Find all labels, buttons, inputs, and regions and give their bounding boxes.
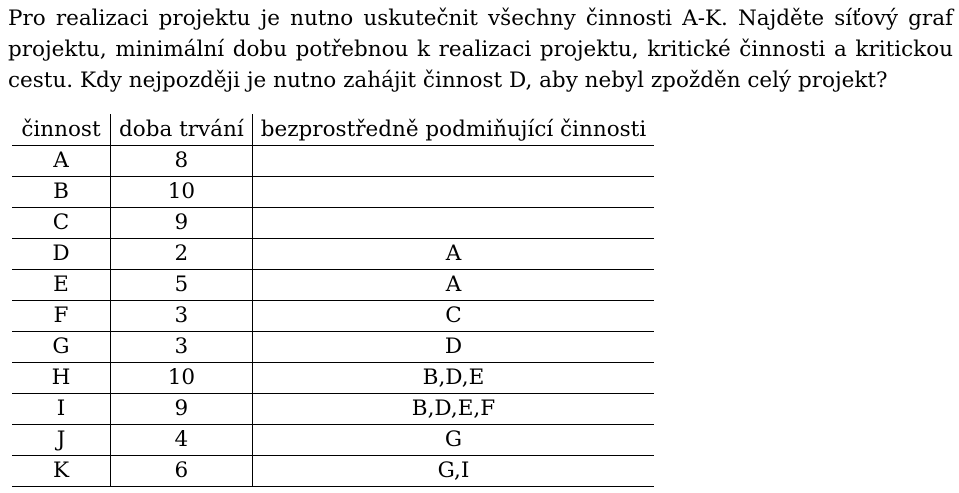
table-row	[12, 301, 654, 332]
table-row	[12, 239, 654, 270]
cell-predecessors: D	[252, 332, 654, 363]
cell-predecessors	[252, 208, 654, 239]
cell-duration: 6	[111, 456, 253, 487]
problem-statement: Pro realizaci projektu je nutno uskutečnit všechny činnosti A-K. Najděte síťový graf projektu, minimální dobu potřebnou k realizaci projektu, kritické činnosti a kritickou cestu. Kdy nejpozději je nutno zahájit činnost D, aby nebyl zpožděn celý projekt?	[8, 6, 953, 93]
cell-predecessors: G,I	[252, 456, 654, 487]
cell-activity: B	[12, 177, 111, 208]
cell-activity: I	[12, 394, 111, 425]
cell-duration: 2	[111, 239, 253, 270]
table-row	[12, 208, 654, 239]
table-row	[12, 332, 654, 363]
table-row	[12, 456, 654, 487]
cell-duration: 5	[111, 270, 253, 301]
header-activity: činnost	[12, 114, 111, 146]
cell-predecessors	[252, 146, 654, 177]
table-row	[12, 394, 654, 425]
cell-predecessors: G	[252, 425, 654, 456]
table-row	[12, 425, 654, 456]
table-row	[12, 270, 654, 301]
header-duration: doba trvání	[111, 114, 253, 146]
cell-duration: 8	[111, 146, 253, 177]
cell-predecessors: A	[252, 270, 654, 301]
cell-activity: A	[12, 146, 111, 177]
cell-predecessors: B,D,E	[252, 363, 654, 394]
cell-predecessors: B,D,E,F	[252, 394, 654, 425]
cell-duration: 10	[111, 177, 253, 208]
header-predecessors: bezprostředně podmiňující činnosti	[252, 114, 654, 146]
cell-duration: 3	[111, 332, 253, 363]
cell-activity: H	[12, 363, 111, 394]
cell-activity: G	[12, 332, 111, 363]
table-row	[12, 363, 654, 394]
cell-duration: 4	[111, 425, 253, 456]
cell-predecessors	[252, 177, 654, 208]
cell-activity: C	[12, 208, 111, 239]
table-header-row	[12, 114, 654, 146]
cell-activity: E	[12, 270, 111, 301]
table-row	[12, 177, 654, 208]
cell-duration: 3	[111, 301, 253, 332]
cell-duration: 9	[111, 208, 253, 239]
table-row	[12, 146, 654, 177]
cell-predecessors: A	[252, 239, 654, 270]
cell-activity: F	[12, 301, 111, 332]
cell-activity: J	[12, 425, 111, 456]
cell-activity: K	[12, 456, 111, 487]
activities-table	[12, 114, 654, 487]
cell-activity: D	[12, 239, 111, 270]
cell-predecessors: C	[252, 301, 654, 332]
cell-duration: 9	[111, 394, 253, 425]
cell-duration: 10	[111, 363, 253, 394]
